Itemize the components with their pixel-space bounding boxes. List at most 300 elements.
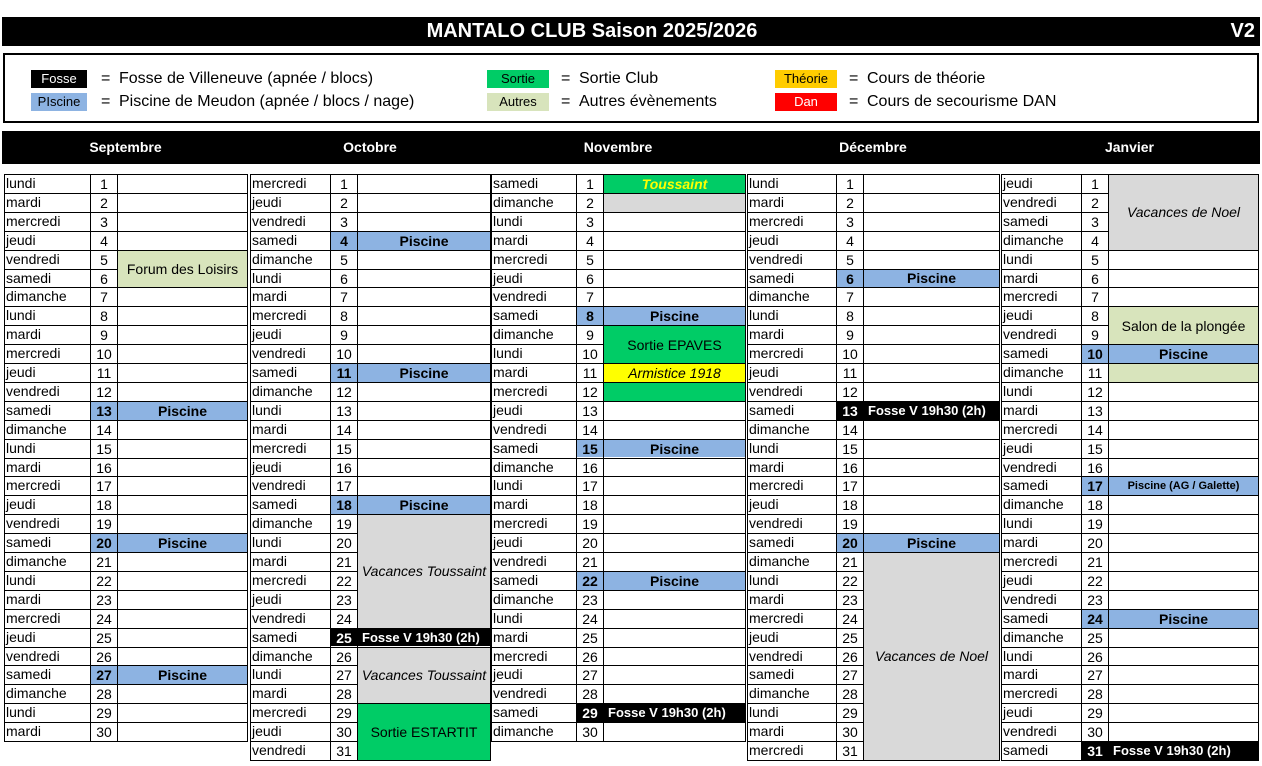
day-name: mardi [252,288,288,305]
day-number: 25 [331,629,357,647]
event-block [604,383,745,401]
day-number: 23 [96,591,112,608]
day-name: samedi [749,401,795,418]
day-number: 22 [842,572,858,589]
grid-line [1001,231,1108,232]
grid-line [4,571,117,572]
day-name: jeudi [6,231,36,248]
grid-line [250,760,357,761]
event-sortie-epaves: Sortie EPAVES [604,326,745,363]
day-name: samedi [749,666,795,683]
grid-line [1001,363,1108,364]
day-name: samedi [493,571,539,588]
grid-line [863,363,999,364]
grid-line [747,590,863,591]
grid-line [117,552,247,553]
day-number: 11 [96,365,112,381]
grid-line [747,212,863,213]
grid-line [1001,495,1108,496]
day-name: dimanche [1003,231,1064,248]
grid-line [603,514,745,515]
day-number: 5 [1091,251,1099,268]
grid-line [4,609,117,610]
legend-equals: = [849,93,859,110]
grid-line [603,401,745,402]
day-name: vendredi [493,288,547,305]
day-name: lundi [252,269,282,286]
day-name: mercredi [252,175,307,191]
grid-line [1108,552,1258,553]
event-piscine: Piscine [864,270,999,288]
grid-line [1001,665,1108,666]
grid-line [4,420,117,421]
page-title: MANTALO CLUB Saison 2025/2026 [426,20,758,42]
day-name: dimanche [1003,496,1064,513]
grid-line [747,741,863,742]
day-number: 4 [846,232,854,249]
legend-desc-1: Piscine de Meudon (apnée / blocs / nage) [119,93,415,110]
grid-line [491,401,603,402]
grid-line [4,647,117,648]
grid-line [4,476,117,477]
grid-line [250,212,357,213]
grid-line [4,665,117,666]
day-name: lundi [6,175,36,191]
grid-line [357,382,490,383]
grid-line [250,439,357,440]
day-number: 3 [340,213,348,230]
day-number: 11 [842,365,858,381]
day-number: 29 [577,704,603,722]
day-name: dimanche [252,515,313,532]
day-number: 16 [582,459,598,476]
grid-line [491,174,492,742]
day-name: mercredi [6,477,61,494]
grid-line [357,760,490,761]
event-vacances-toussaint: Vacances Toussaint [358,648,490,704]
grid-line [491,174,603,175]
grid-line [250,306,357,307]
legend-equals: = [849,70,859,87]
day-name: jeudi [252,458,282,475]
grid-line [863,174,999,175]
day-number: 16 [96,459,112,476]
day-number: 3 [1091,213,1099,230]
day-number: 3 [846,213,854,230]
day-name: lundi [1003,515,1033,532]
grid-line [117,420,247,421]
grid-line [250,382,357,383]
month-name-1: Octobre [343,139,397,155]
day-number: 19 [336,516,352,533]
grid-line [250,609,357,610]
grid-line [863,344,999,345]
grid-line [4,363,117,364]
grid-line [4,212,117,213]
day-number: 18 [96,497,112,514]
day-name: lundi [6,704,36,721]
grid-line [250,401,357,402]
day-name: dimanche [493,590,554,607]
grid-line [1108,609,1258,610]
grid-line [1001,609,1108,610]
grid-line [491,420,603,421]
day-number: 30 [96,724,112,741]
day-number: 21 [1087,554,1103,570]
day-name: vendredi [252,345,306,362]
day-name: jeudi [749,231,779,248]
day-name: vendredi [6,647,60,664]
month-header-bar [2,131,1260,164]
grid-line [747,703,863,704]
grid-line [357,344,490,345]
grid-line [357,514,490,515]
grid-line [603,571,745,572]
day-name: dimanche [749,685,810,702]
day-number: 14 [336,421,352,438]
grid-line [603,609,745,610]
grid-line [1108,287,1258,288]
grid-line [603,287,745,288]
day-number: 4 [586,232,594,249]
grid-line [250,476,357,477]
day-name: mardi [493,364,529,380]
grid-line [491,684,603,685]
grid-line [357,269,490,270]
grid-line [4,382,117,383]
grid-line [1001,628,1108,629]
grid-line [4,533,117,534]
grid-line [117,174,118,742]
day-number: 13 [582,402,598,419]
day-number: 23 [842,591,858,608]
day-name: dimanche [493,326,554,343]
day-number: 9 [1091,327,1099,344]
day-number: 19 [96,516,112,533]
grid-line [4,325,117,326]
day-name: dimanche [493,458,554,475]
day-name: samedi [749,534,795,551]
day-name: lundi [493,609,523,626]
event-piscine: Piscine [358,364,490,382]
grid-line [863,401,999,402]
day-name: lundi [1003,382,1033,399]
grid-line [250,231,357,232]
day-name: samedi [6,666,52,683]
grid-line [1108,665,1258,666]
day-name: jeudi [749,364,779,380]
grid-line [603,628,745,629]
day-name: samedi [493,704,539,721]
day-number: 6 [1091,270,1099,287]
day-name: mercredi [252,571,307,588]
day-name: samedi [6,534,52,551]
grid-line [4,684,117,685]
grid-line [1001,760,1108,761]
grid-line [491,476,603,477]
day-name: lundi [749,175,779,191]
day-name: mardi [493,628,529,645]
grid-line [117,665,247,666]
grid-line [117,514,247,515]
day-name: vendredi [1003,458,1057,475]
grid-line [863,495,999,496]
grid-line [117,703,247,704]
day-name: mercredi [1003,685,1058,702]
day-name: mercredi [1003,553,1058,569]
day-name: samedi [252,364,298,380]
grid-line [491,212,603,213]
grid-line [747,231,863,232]
day-number: 2 [846,194,854,211]
grid-line [863,193,999,194]
day-number: 16 [842,459,858,476]
grid-line [1001,325,1108,326]
grid-line [745,174,746,742]
grid-line [863,269,999,270]
event-fosse-v-19h30-2h: Fosse V 19h30 (2h) [604,704,745,722]
day-number: 22 [336,572,352,589]
grid-line [357,628,490,629]
grid-line [747,344,863,345]
day-name: samedi [6,269,52,286]
day-name: jeudi [493,534,523,551]
day-name: vendredi [493,685,547,702]
day-number: 25 [582,629,598,646]
day-number: 7 [1091,289,1099,306]
event-piscine: Piscine [118,534,247,552]
day-number: 12 [96,383,112,400]
grid-line [117,325,247,326]
day-name: lundi [749,307,779,324]
day-number: 2 [340,194,348,211]
event-piscine-ag-galette: Piscine (AG / Galette) [1109,477,1258,495]
day-name: jeudi [749,496,779,513]
grid-line [491,250,603,251]
grid-line [1001,344,1108,345]
day-name: samedi [1003,742,1049,758]
day-name: dimanche [252,647,313,664]
grid-line [747,533,863,534]
day-name: samedi [252,496,298,513]
day-number: 22 [577,572,603,590]
day-number: 4 [1091,232,1099,249]
day-name: lundi [6,571,36,588]
legend-desc-0: Fosse de Villeneuve (apnée / blocs) [119,70,374,87]
grid-line [250,174,357,175]
grid-line [1108,269,1258,270]
grid-line [863,533,999,534]
legend-desc-2: Sortie Club [579,70,659,87]
day-number: 28 [1087,686,1103,703]
grid-line [863,287,999,288]
grid-line [357,458,490,459]
day-number: 15 [336,440,352,457]
event-fosse-v-19h30-2h: Fosse V 19h30 (2h) [864,402,999,420]
grid-line [603,231,745,232]
day-name: mardi [749,326,785,343]
grid-line [747,250,863,251]
day-name: mardi [749,590,785,607]
day-name: vendredi [749,382,803,399]
grid-line [863,476,999,477]
grid-line [1108,250,1258,251]
day-number: 14 [1087,421,1103,438]
day-number: 27 [582,667,598,684]
day-name: jeudi [6,496,36,513]
day-name: mardi [749,458,785,475]
day-name: vendredi [493,420,547,437]
grid-line [4,722,117,723]
grid-line [250,628,357,629]
grid-line [117,741,247,742]
grid-line [1001,590,1108,591]
day-name: lundi [252,666,282,683]
day-number: 8 [577,307,603,325]
day-name: mardi [6,590,42,607]
grid-line [603,703,745,704]
day-number: 31 [1082,742,1108,760]
day-number: 29 [842,705,858,722]
day-number: 12 [842,383,858,400]
day-name: jeudi [6,628,36,645]
day-name: jeudi [252,193,282,210]
grid-line [747,382,863,383]
day-number: 11 [1087,365,1103,381]
grid-line [863,420,999,421]
grid-line [1001,647,1108,648]
grid-line [250,665,357,666]
grid-line [1001,458,1108,459]
day-name: samedi [1003,477,1049,494]
legend-desc-5: Cours de secourisme DAN [867,93,1057,110]
grid-line [1258,174,1259,761]
day-name: dimanche [252,382,313,399]
legend-tag-1: PIscine [31,93,87,111]
grid-line [1001,420,1108,421]
grid-line [491,439,603,440]
grid-line [4,703,117,704]
event-salon-de-la-plong-e: Salon de la plongée [1109,307,1258,344]
grid-line [117,174,247,175]
day-number: 27 [336,667,352,684]
grid-line [863,250,999,251]
grid-line [747,439,863,440]
legend-box [3,53,1259,123]
grid-line [357,306,490,307]
grid-line [250,250,357,251]
day-number: 27 [1087,667,1103,684]
day-name: mercredi [749,609,804,626]
day-number: 15 [842,440,858,457]
day-number: 22 [1087,572,1103,589]
grid-line [491,741,603,742]
grid-line [747,269,863,270]
day-number: 6 [340,270,348,287]
grid-line [576,174,577,742]
day-number: 1 [1091,176,1099,192]
day-number: 16 [336,459,352,476]
day-number: 29 [96,705,112,722]
day-number: 14 [842,421,858,438]
grid-line [747,571,863,572]
grid-line [1108,703,1258,704]
day-number: 1 [100,176,108,192]
grid-line [117,722,247,723]
grid-line [491,287,603,288]
event-piscine: Piscine [604,307,745,325]
grid-line [117,590,247,591]
day-name: dimanche [749,420,810,437]
day-number: 6 [586,270,594,287]
day-name: mercredi [1003,288,1058,305]
grid-line [491,571,603,572]
grid-line [1001,514,1108,515]
day-name: mardi [493,496,529,513]
day-name: mercredi [749,345,804,362]
grid-line [4,174,117,175]
grid-line [357,231,490,232]
grid-line [1108,420,1258,421]
grid-line [1001,193,1108,194]
grid-line [491,703,603,704]
legend-desc-4: Cours de théorie [867,70,986,87]
grid-line [863,514,999,515]
day-number: 20 [1087,535,1103,552]
day-number: 25 [1087,629,1103,646]
day-name: jeudi [1003,175,1033,191]
day-number: 10 [336,346,352,363]
legend-desc-3: Autres évènements [579,93,717,110]
day-name: samedi [6,401,52,418]
day-name: mercredi [6,345,61,362]
grid-line [747,684,863,685]
event-fosse-v-19h30-2h: Fosse V 19h30 (2h) [358,629,490,647]
day-number: 22 [96,572,112,589]
grid-line [603,722,745,723]
grid-line [491,609,603,610]
grid-line [250,495,357,496]
grid-line [863,212,999,213]
grid-line [90,174,91,742]
day-name: jeudi [1003,439,1033,456]
day-number: 31 [842,743,858,759]
grid-line [1108,514,1258,515]
day-name: samedi [493,439,539,456]
grid-line [491,647,603,648]
day-number: 24 [336,610,352,627]
grid-line [117,287,247,288]
day-number: 26 [336,648,352,665]
day-number: 28 [336,686,352,703]
day-number: 31 [336,743,352,759]
grid-line [1108,722,1258,723]
day-number: 23 [336,591,352,608]
grid-line [747,420,863,421]
grid-line [4,174,5,742]
grid-line [1001,476,1108,477]
event-piscine: Piscine [358,496,490,514]
grid-line [117,647,247,648]
grid-line [117,628,247,629]
grid-line [117,306,247,307]
day-number: 15 [577,440,603,458]
event-piscine: Piscine [604,440,745,458]
day-number: 7 [100,289,108,306]
day-name: samedi [1003,212,1049,229]
grid-line [603,647,745,648]
day-number: 9 [586,327,594,344]
